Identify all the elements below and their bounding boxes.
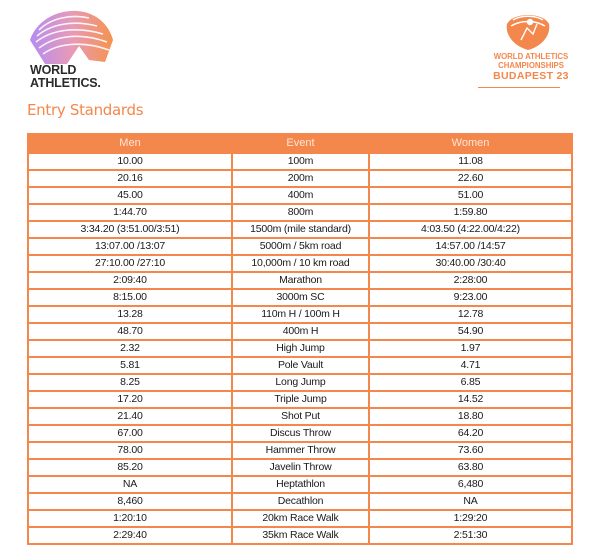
- cell-women: 6,480: [369, 476, 572, 493]
- column-header-men: Men: [28, 133, 232, 153]
- cell-event: Long Jump: [232, 374, 369, 391]
- cell-men: 8,460: [28, 493, 232, 510]
- cell-men: 3:34.20 (3:51.00/3:51): [28, 221, 232, 238]
- championships-underline: [478, 87, 560, 88]
- column-header-women: Women: [369, 133, 572, 153]
- cell-event: 10,000m / 10 km road: [232, 255, 369, 272]
- cell-women: 18.80: [369, 408, 572, 425]
- cell-women: 12.78: [369, 306, 572, 323]
- table-row: [28, 476, 572, 493]
- cell-event: Marathon: [232, 272, 369, 289]
- cell-event: Javelin Throw: [232, 459, 369, 476]
- cell-event: 5000m / 5km road: [232, 238, 369, 255]
- cell-event: Hammer Throw: [232, 442, 369, 459]
- cell-women: 30:40.00 /30:40: [369, 255, 572, 272]
- cell-event: Pole Vault: [232, 357, 369, 374]
- table-row: [28, 527, 572, 544]
- table-row: [28, 153, 572, 170]
- cell-event: Heptathlon: [232, 476, 369, 493]
- world-athletics-wordmark: [30, 64, 101, 90]
- cell-women: 14.52: [369, 391, 572, 408]
- cell-women: 9:23.00: [369, 289, 572, 306]
- table-header-row: [28, 133, 572, 153]
- page-title: Entry Standards: [27, 101, 144, 119]
- championships-line-2: CHAMPIONSHIPS: [498, 60, 564, 70]
- cell-women: 14:57.00 /14:57: [369, 238, 572, 255]
- cell-event: Shot Put: [232, 408, 369, 425]
- cell-men: 21.40: [28, 408, 232, 425]
- table-row: [28, 459, 572, 476]
- table-body: [28, 153, 572, 544]
- cell-women: 51.00: [369, 187, 572, 204]
- cell-event: 200m: [232, 170, 369, 187]
- cell-men: 48.70: [28, 323, 232, 340]
- cell-event: 3000m SC: [232, 289, 369, 306]
- championships-line-1: WORLD ATHLETICS: [493, 52, 569, 61]
- cell-event: 400m: [232, 187, 369, 204]
- cell-women: 54.90: [369, 323, 572, 340]
- cell-women: 63.80: [369, 459, 572, 476]
- cell-men: 5.81: [28, 357, 232, 374]
- cell-women: 2:51:30: [369, 527, 572, 544]
- table-row: [28, 408, 572, 425]
- table-row: [28, 204, 572, 221]
- cell-men: NA: [28, 476, 232, 493]
- cell-event: High Jump: [232, 340, 369, 357]
- cell-women: 4:03.50 (4:22.00/4:22): [369, 221, 572, 238]
- cell-men: 20.16: [28, 170, 232, 187]
- table-row: [28, 340, 572, 357]
- wordmark-line-1: WORLD: [30, 63, 77, 77]
- table-row: [28, 493, 572, 510]
- cell-men: 67.00: [28, 425, 232, 442]
- table-row: [28, 323, 572, 340]
- cell-event: Triple Jump: [232, 391, 369, 408]
- cell-men: 8:15.00: [28, 289, 232, 306]
- table-row: [28, 238, 572, 255]
- column-header-event: Event: [232, 133, 369, 153]
- cell-men: 27:10.00 /27:10: [28, 255, 232, 272]
- cell-event: Discus Throw: [232, 425, 369, 442]
- cell-event: Decathlon: [232, 493, 369, 510]
- cell-men: 13.28: [28, 306, 232, 323]
- table-row: [28, 255, 572, 272]
- cell-event: 20km Race Walk: [232, 510, 369, 527]
- cell-event: 110m H / 100m H: [232, 306, 369, 323]
- championships-line-3: BUDAPEST 23: [493, 70, 569, 82]
- cell-men: 78.00: [28, 442, 232, 459]
- cell-event: 35km Race Walk: [232, 527, 369, 544]
- wordmark-line-2: ATHLETICS.: [30, 76, 101, 90]
- cell-women: 1:29:20: [369, 510, 572, 527]
- cell-men: 1:44.70: [28, 204, 232, 221]
- cell-men: 1:20:10: [28, 510, 232, 527]
- cell-event: 800m: [232, 204, 369, 221]
- table-row: [28, 272, 572, 289]
- table-row: [28, 221, 572, 238]
- cell-event: 1500m (mile standard): [232, 221, 369, 238]
- cell-women: 11.08: [369, 153, 572, 170]
- cell-men: 13:07.00 /13:07: [28, 238, 232, 255]
- entry-standards-table-container: [27, 133, 571, 545]
- championships-wordmark: [476, 53, 586, 82]
- cell-event: 400m H: [232, 323, 369, 340]
- cell-women: 4.71: [369, 357, 572, 374]
- table-row: [28, 510, 572, 527]
- cell-men: 2.32: [28, 340, 232, 357]
- table-row: [28, 187, 572, 204]
- table-row: [28, 391, 572, 408]
- cell-women: 1.97: [369, 340, 572, 357]
- table-row: [28, 374, 572, 391]
- table-row: [28, 170, 572, 187]
- table-row: [28, 442, 572, 459]
- cell-event: 100m: [232, 153, 369, 170]
- table-row: [28, 306, 572, 323]
- cell-women: 2:28:00: [369, 272, 572, 289]
- table-row: [28, 289, 572, 306]
- cell-women: 73.60: [369, 442, 572, 459]
- cell-men: 8.25: [28, 374, 232, 391]
- budapest-23-emblem-icon: [503, 10, 553, 52]
- cell-men: 17.20: [28, 391, 232, 408]
- table-row: [28, 425, 572, 442]
- world-athletics-logo-icon: [27, 6, 117, 68]
- cell-men: 2:09:40: [28, 272, 232, 289]
- cell-women: 1:59.80: [369, 204, 572, 221]
- cell-women: 22.60: [369, 170, 572, 187]
- cell-women: 6.85: [369, 374, 572, 391]
- cell-men: 2:29:40: [28, 527, 232, 544]
- cell-men: 10.00: [28, 153, 232, 170]
- cell-women: NA: [369, 493, 572, 510]
- cell-women: 64.20: [369, 425, 572, 442]
- cell-men: 85.20: [28, 459, 232, 476]
- entry-standards-table: [27, 133, 573, 545]
- cell-men: 45.00: [28, 187, 232, 204]
- table-row: [28, 357, 572, 374]
